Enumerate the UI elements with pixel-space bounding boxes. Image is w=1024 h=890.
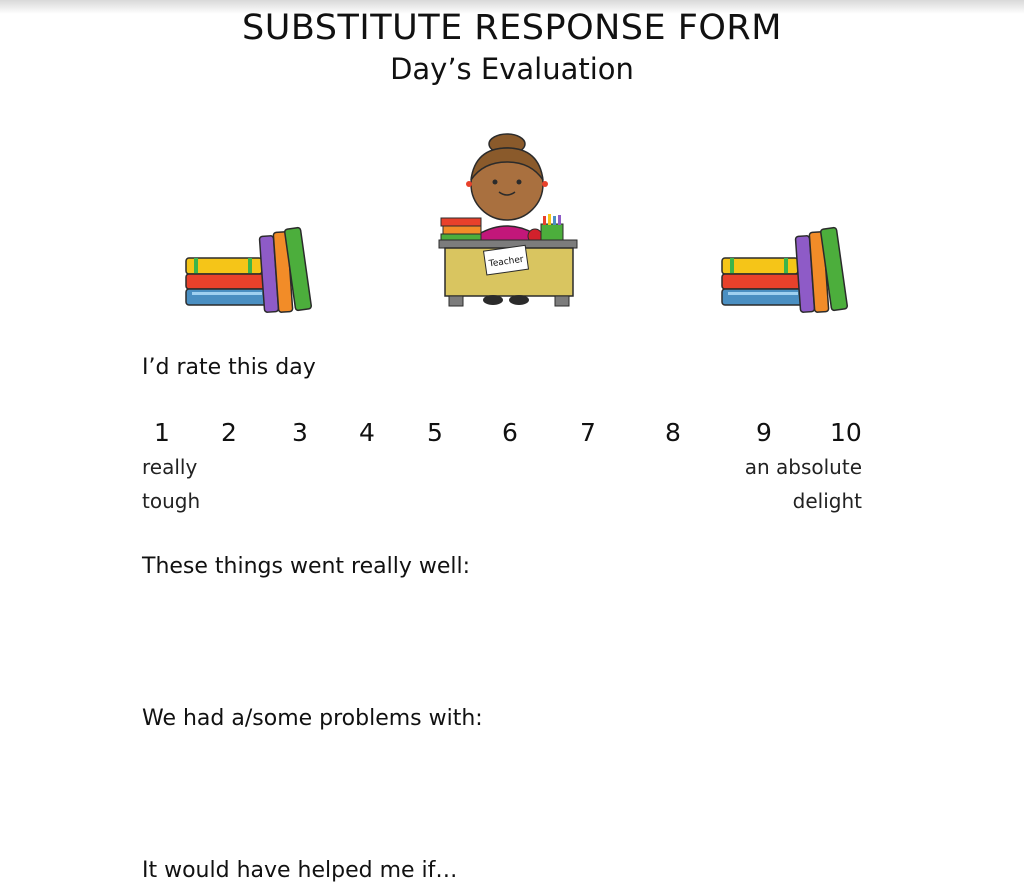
books-left-icon <box>180 222 325 317</box>
rating-option-6[interactable]: 6 <box>502 418 518 447</box>
books-right-icon <box>716 222 861 317</box>
problems-heading: We had a/some problems with: <box>142 706 483 731</box>
rating-option-2[interactable]: 2 <box>221 418 237 447</box>
rating-option-8[interactable]: 8 <box>665 418 681 447</box>
rating-option-3[interactable]: 3 <box>292 418 308 447</box>
rating-prompt: I’d rate this day <box>142 355 316 380</box>
rating-option-9[interactable]: 9 <box>756 418 772 447</box>
rating-option-4[interactable]: 4 <box>359 418 375 447</box>
rating-option-5[interactable]: 5 <box>427 418 443 447</box>
form-subtitle: Day’s Evaluation <box>390 52 634 86</box>
rating-high-label-line2: delight <box>792 489 862 513</box>
helped-if-heading: It would have helped me if… <box>142 858 458 883</box>
went-well-heading: These things went really well: <box>142 554 471 579</box>
form-title: SUBSTITUTE RESPONSE FORM <box>242 8 782 48</box>
rating-low-label-line2: tough <box>142 489 201 513</box>
desk-sign-text: Teacher <box>488 254 525 270</box>
rating-high-label-line1: an absolute <box>744 455 862 479</box>
teacher-at-desk-icon <box>435 132 583 310</box>
rating-option-10[interactable]: 10 <box>830 418 862 447</box>
rating-option-1[interactable]: 1 <box>154 418 170 447</box>
rating-option-7[interactable]: 7 <box>580 418 596 447</box>
rating-low-label-line1: really <box>142 455 198 479</box>
